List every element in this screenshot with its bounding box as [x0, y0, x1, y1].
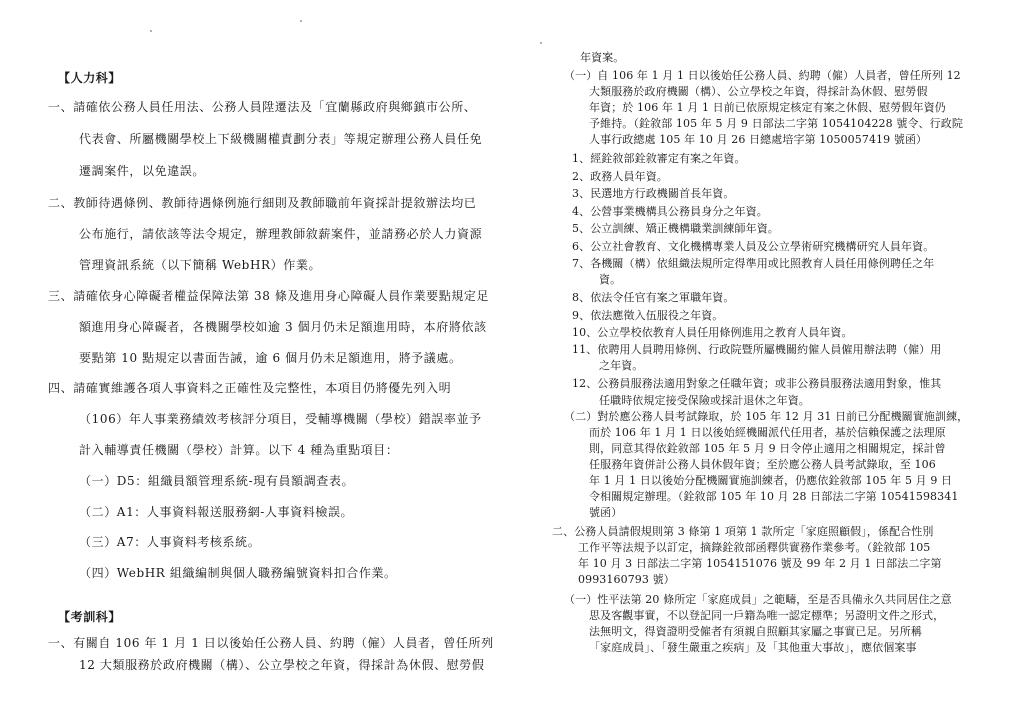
scan-speck [540, 42, 542, 44]
para-3-line2: 思及客觀事實，不以登記同一戶籍為唯一認定標準；另證明文件之形式， [589, 609, 945, 622]
heading-personnel: 【人力科】 [58, 71, 122, 85]
para-2-line1: （二）對於應公務人員考試錄取，於 105 年 12 月 31 日前已分配機關實施訓練， [564, 410, 969, 423]
para-2-line3: 則，同意其得依銓敘部 105 年 5 月 9 日令停止適用之相關規定，採計曾 [589, 442, 946, 455]
list-item-7-cont: 資。 [599, 273, 622, 286]
train-item-1-line1: 一、有關自 106 年 1 月 1 日以後始任公務人員、約聘（僱）人員者，曾任所列 [48, 636, 494, 650]
hr-item-3-line3: 要點第 10 點規定以書面告誡，逾 6 個月仍未足額進用，將予議處。 [79, 351, 462, 365]
list-item-12: 12、公務員服務法適用對象之任職年資；或非公務員服務法適用對象，惟其 [572, 377, 942, 390]
para-1-line5: 人事行政總處 105 年 10 月 26 日總處培字第 1050057419 號函） [589, 133, 928, 146]
para-2-line4: 任服務年資併計公務人員休假年資；至於應公務人員考試錄取，至 106 [589, 458, 936, 471]
list-item-8: 8、依法令任官有案之軍職年資。 [572, 291, 735, 304]
list-item-5: 5、公立訓練、矯正機構職業訓練師年資。 [572, 222, 779, 235]
para-2-line7: 號函） [589, 506, 623, 519]
list-item-6: 6、公立社會教育、文化機構專業人員及公立學術研究機構研究人員年資。 [572, 240, 935, 253]
hr-subitem-1: （一）D5：組織員額管理系統-現有員額調查表。 [79, 474, 355, 488]
list-item-1: 1、經銓敘部銓敘審定有案之年資。 [572, 152, 746, 165]
para-1-line4: 予維持。（銓敘部 105 年 5 月 9 日部法二字第 1054104228 號令、行政院 [589, 117, 963, 130]
para-1-line1: （一）自 106 年 1 月 1 日以後始任公務人員、約聘（僱）人員者，曾任所列 12 [564, 69, 961, 82]
train-item-1-line2: 12 大類服務於政府機關（構）、公立學校之年資，得採計為休假、慰勞假 [79, 658, 485, 672]
hr-item-2-line1: 二、教師待遇條例、教師待遇條例施行細則及教師職前年資採計提敘辦法均已 [48, 196, 477, 210]
hr-item-1-line3: 遷調案件，以免違誤。 [79, 164, 206, 178]
hr-item-1-line2: 代表會、所屬機關學校上下級機關權責劃分表」等規定辦理公務人員任免 [79, 132, 483, 146]
right-page [512, 0, 1024, 723]
item-2-line3: 年 10 月 3 日部法二字第 1054151076 號及 99 年 2 月 1 日部法二字第 [578, 557, 942, 570]
hr-item-2-line3: 管理資訊系統（以下簡稱 WebHR）作業。 [79, 258, 322, 272]
list-item-9: 9、依法應徵入伍服役之年資。 [572, 309, 724, 322]
list-item-7: 7、各機關（構）依組織法規所定得準用或比照教育人員任用條例聘任之年 [572, 257, 935, 270]
scan-speck [300, 20, 302, 22]
para-1-line2: 大類服務於政府機關（構）、公立學校之年資，得採計為休假、慰勞假 [589, 85, 928, 98]
list-item-2: 2、政務人員年資。 [572, 170, 668, 183]
para-3-line4: 「家庭成員」、「發生嚴重之疾病」及「其他重大事故」，應依個案事 [589, 641, 917, 654]
item-2-line4: 0993160793 號） [578, 573, 675, 586]
para-2-line6: 令相關規定辦理。（銓敘部 105 年 10 月 28 日部法二字第 10541598341 [589, 490, 959, 503]
hr-subitem-3: （三）A7：人事資料考核系統。 [79, 535, 261, 549]
list-item-3: 3、民選地方行政機關首長年資。 [572, 187, 735, 200]
list-item-11: 11、依聘用人員聘用條例、行政院暨所屬機關約僱人員僱用辦法聘（僱）用 [572, 343, 942, 356]
list-item-4: 4、公營事業機構具公務員身分之年資。 [572, 205, 768, 218]
hr-item-4-line3: 計入輔導責任機關（學校）計算。以下 4 種為重點項目： [79, 443, 399, 457]
para-3-line1: （一）性平法第 20 條所定「家庭成員」之範疇，至是否具備永久共同居住之意 [564, 593, 952, 606]
hr-item-4-line1: 四、請確實維護各項人事資料之正確性及完整性，本項目仍將優先列入明 [48, 381, 452, 395]
para-2-line5: 年 1 月 1 日以後始分配機關實施訓練者，仍應依銓敘部 105 年 5 月 9 日 [589, 474, 953, 487]
hr-item-4-line2: （106）年人事業務績效考核評分項目，受輔導機關（學校）錯誤率並予 [79, 412, 482, 426]
continuation-line: 年資案。 [580, 51, 625, 64]
hr-item-3-line2: 額進用身心障礙者，各機關學校如逾 3 個月仍未足額進用時，本府將依該 [79, 320, 487, 334]
heading-training: 【考訓科】 [58, 610, 122, 624]
para-1-line3: 年資；於 106 年 1 月 1 日前已依原規定核定有案之休假、慰勞假年資仍 [589, 101, 946, 114]
list-item-12-cont: 任職時依規定接受保險或採計退休之年資。 [599, 394, 810, 407]
list-item-10: 10、公立學校依教育人員任用條例進用之教育人員年資。 [572, 326, 853, 339]
para-3-line3: 法無明文，得資證明受僱者有須親自照顧其家屬之事實已足。另所稱 [589, 625, 922, 638]
hr-subitem-4: （四）WebHR 組織編制與個人職務編號資料扣合作業。 [79, 566, 397, 580]
hr-item-2-line2: 公布施行，請依該等法令規定，辦理教師敘薪案件，並請務必於人力資源 [79, 227, 483, 241]
item-2-line1: 二、公務人員請假規則第 3 條第 1 項第 1 款所定「家庭照顧假」，係配合性別 [552, 525, 934, 538]
item-2-line2: 工作平等法規予以訂定，摘錄銓敘部函釋供實務作業參考。（銓敘部 105 [578, 541, 931, 554]
list-item-11-cont: 之年資。 [599, 359, 644, 372]
hr-item-3-line1: 三、請確依身心障礙者權益保障法第 38 條及進用身心障礙人員作業要點規定足 [48, 289, 490, 303]
scan-speck [150, 30, 152, 32]
hr-item-1-line1: 一、請確依公務人員任用法、公務人員陞遷法及「宜蘭縣政府與鄉鎮市公所、 [48, 100, 477, 114]
hr-subitem-2: （二）A1：人事資料報送服務網-人事資料檢誤。 [79, 505, 354, 519]
para-2-line2: 而於 106 年 1 月 1 日以後始經機關派代任用者，基於信賴保護之法理原 [589, 426, 946, 439]
